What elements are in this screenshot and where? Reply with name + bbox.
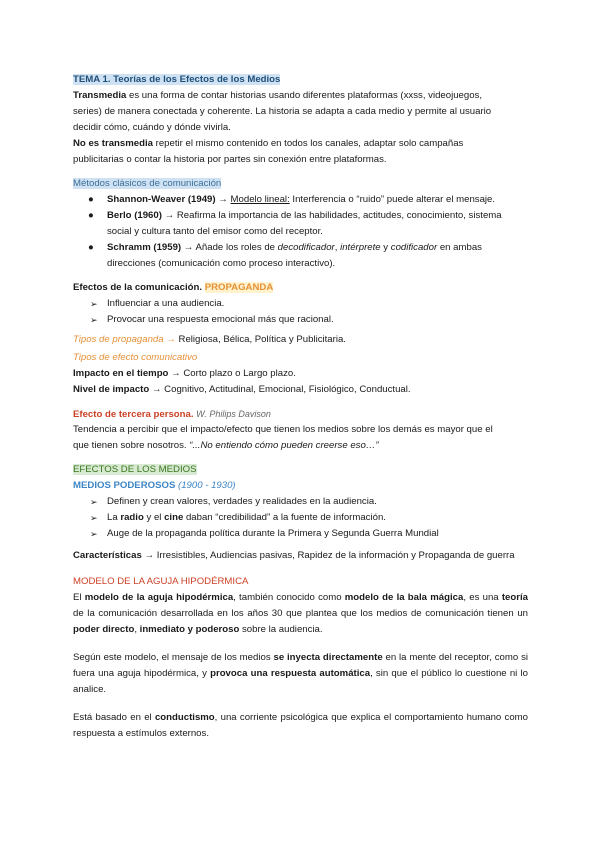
aguja-paragraph-2: Según este modelo, el mensaje de los medios se inyecta directamente en la mente del receptor, como si fuera una aguja hipodérmica, y provoca una respuesta automática, sin que el público lo cuestione ni lo analice. [73,652,528,695]
arrow-bullet-icon: ➢ [90,497,98,507]
transmedia-line-4: No es transmedia repetir el mismo contenido en todos los canales, adaptar solo campañas [73,138,464,149]
transmedia-line-5: publicitarias o contar la historia por partes sin conexión entre plataformas. [73,154,387,165]
metodo-schramm: Schramm (1959) → Añade los roles de decodificador, intérprete y codificador en ambas [107,242,482,253]
efecto-item: Influenciar a una audiencia. [107,298,225,309]
metodo-berlo-cont: social y cultura tanto del emisor como del receptor. [107,226,323,237]
metodo-berlo: Berlo (1960) → Reafirma la importancia de las habilidades, actitudes, conocimiento, sistema [107,210,502,221]
transmedia-line-1: Transmedia es una forma de contar historias usando diferentes plataformas (xxss, videojuegos, [73,90,483,101]
efectos-com-heading: Efectos de la comunicación. PROPAGANDA [73,282,274,293]
metodo-schramm-cont: direcciones (comunicación como proceso interactivo). [107,258,336,269]
bullet-icon: ● [88,194,94,205]
doc-title: TEMA 1. Teorías de los Efectos de los Medios [73,74,281,85]
tipos-propaganda: Tipos de propaganda → Religiosa, Bélica, Política y Publicitaria. [73,334,346,345]
metodo-shannon: Shannon-Weaver (1949) → Modelo lineal: Interferencia o “ruido” puede alterar el mensaje. [107,194,496,205]
impacto-tiempo: Impacto en el tiempo → Corto plazo o Largo plazo. [73,368,296,379]
arrow-bullet-icon: ➢ [90,513,98,523]
tercera-line-2: que tienen sobre nosotros. “...No entiendo cómo pueden creerse eso…” [73,440,379,451]
efecto-item: Provocar una respuesta emocional más que racional. [107,314,334,325]
metodos-heading: Métodos clásicos de comunicación [73,178,222,189]
caracteristicas: Características → Irresistibles, Audiencias pasivas, Rapidez de la información y Propaganda de guerra [73,550,515,561]
arrow-bullet-icon: ➢ [90,315,98,325]
bullet-icon: ● [88,242,94,253]
tercera-line-1: Tendencia a percibir que el impacto/efecto que tienen los medios sobre los demás es mayor que el [73,424,493,435]
arrow-bullet-icon: ➢ [90,299,98,309]
aguja-heading: MODELO DE LA AGUJA HIPODÉRMICA [73,576,249,587]
medios-item: La radio y el cine daban “credibilidad” a la fuente de información. [107,512,386,523]
arrow-bullet-icon: ➢ [90,529,98,539]
tercera-persona-heading: Efecto de tercera persona. W. Philips Davison [73,409,271,420]
transmedia-line-2: series) de manera conectada y coherente. La historia se adapta a cada medio y permite al usuario [73,106,492,117]
aguja-paragraph-1: El modelo de la aguja hipodérmica, también conocido como modelo de la bala mágica, es una teoría de la comunicación desarrollada en los años 30 que plantea que los medios de comunicación tienen un poder directo, inmediato y poderoso sobre la audiencia. [73,592,528,635]
aguja-paragraph-3: Está basado en el conductismo, una corriente psicológica que explica el comportamiento humano como respuesta a estímulos externos. [73,712,528,739]
efectos-medios-heading: EFECTOS DE LOS MEDIOS [73,464,197,475]
medios-poderosos-heading: MEDIOS PODEROSOS (1900 - 1930) [73,480,236,491]
bullet-icon: ● [88,210,94,221]
medios-item: Definen y crean valores, verdades y realidades en la audiencia. [107,496,377,507]
tipos-efecto-heading: Tipos de efecto comunicativo [73,352,198,363]
transmedia-line-3: decidir cómo, cuándo y dónde vivirla. [73,122,231,133]
medios-item: Auge de la propaganda política durante la Primera y Segunda Guerra Mundial [107,528,439,539]
nivel-impacto: Nivel de impacto → Cognitivo, Actitudinal, Emocional, Fisiológico, Conductual. [73,384,411,395]
